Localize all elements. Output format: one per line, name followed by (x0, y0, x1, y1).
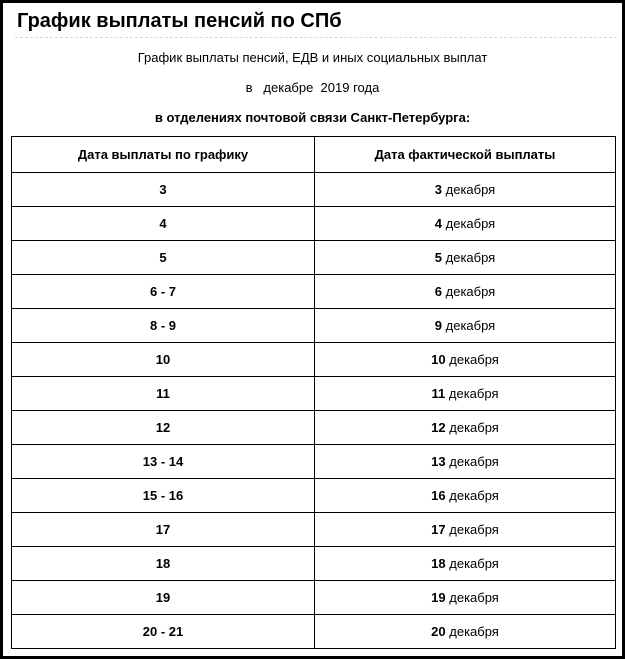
actual-day: 17 (431, 521, 446, 537)
actual-day: 18 (431, 555, 446, 571)
actual-month: декабря (449, 521, 499, 537)
scheduled-date-cell: 12 (12, 411, 315, 445)
table-row (12, 207, 616, 241)
actual-day: 4 (434, 215, 442, 231)
actual-month: декабря (449, 351, 499, 367)
actual-date-cell (315, 445, 616, 479)
table-row (12, 513, 616, 547)
table-row (12, 411, 616, 445)
actual-day: 9 (434, 317, 442, 333)
actual-day: 16 (431, 487, 446, 503)
schedule-period: в декабре 2019 года (245, 80, 380, 95)
actual-month: декабря (449, 453, 499, 469)
actual-day: 12 (431, 419, 446, 435)
scheduled-date-cell: 8 - 9 (12, 309, 315, 343)
actual-day: 19 (431, 589, 446, 605)
actual-day: 5 (434, 249, 442, 265)
scheduled-date-cell: 19 (12, 581, 315, 615)
actual-date-cell (315, 241, 616, 275)
column-header-scheduled-date: Дата выплаты по графику (12, 137, 315, 173)
actual-date-cell (315, 615, 616, 649)
actual-month: декабря (445, 215, 496, 231)
actual-month: декабря (449, 589, 499, 605)
scheduled-date-cell: 10 (12, 343, 315, 377)
actual-month: декабря (449, 419, 499, 435)
payment-schedule-table (11, 136, 616, 649)
actual-date-cell (315, 173, 616, 207)
actual-day: 13 (431, 453, 446, 469)
scheduled-date-cell: 15 - 16 (12, 479, 315, 513)
actual-month: декабря (448, 385, 499, 401)
title-divider (15, 37, 617, 38)
scheduled-date-cell: 3 (12, 173, 315, 207)
actual-date-cell (315, 309, 616, 343)
table-row (12, 581, 616, 615)
page-title: График выплаты пенсий по СПб (17, 10, 342, 32)
scheduled-date-cell: 11 (12, 377, 315, 411)
table-header-row (12, 137, 616, 173)
actual-date-cell (315, 479, 616, 513)
actual-date-cell (315, 377, 616, 411)
table-body (12, 173, 616, 649)
actual-date-cell (315, 207, 616, 241)
actual-date-cell (315, 513, 616, 547)
scheduled-date-cell: 18 (12, 547, 315, 581)
actual-day: 20 (431, 623, 446, 639)
actual-day: 11 (431, 385, 446, 401)
schedule-location: в отделениях почтовой связи Санкт-Петербурга: (154, 110, 471, 125)
table-row (12, 479, 616, 513)
scheduled-date-cell: 20 - 21 (12, 615, 315, 649)
table-row (12, 309, 616, 343)
actual-month: декабря (445, 317, 496, 333)
actual-day: 10 (431, 351, 446, 367)
actual-date-cell (315, 343, 616, 377)
actual-day: 6 (434, 283, 442, 299)
actual-date-cell (315, 411, 616, 445)
actual-month: декабря (445, 249, 496, 265)
scheduled-date-cell: 5 (12, 241, 315, 275)
scheduled-date-cell: 13 - 14 (12, 445, 315, 479)
scheduled-date-cell: 6 - 7 (12, 275, 315, 309)
actual-date-cell (315, 581, 616, 615)
table-row (12, 173, 616, 207)
actual-date-cell (315, 275, 616, 309)
table-row (12, 445, 616, 479)
actual-date-cell (315, 547, 616, 581)
table-row (12, 377, 616, 411)
scheduled-date-cell: 4 (12, 207, 315, 241)
column-header-actual-date: Дата фактической выплаты (315, 137, 616, 173)
actual-month: декабря (449, 487, 499, 503)
actual-month: декабря (449, 623, 499, 639)
actual-month: декабря (449, 555, 499, 571)
actual-month: декабря (445, 283, 496, 299)
actual-day: 3 (434, 181, 442, 197)
scheduled-date-cell: 17 (12, 513, 315, 547)
actual-month: декабря (445, 181, 496, 197)
table-row (12, 241, 616, 275)
table-row (12, 547, 616, 581)
table-row (12, 615, 616, 649)
schedule-subtitle: График выплаты пенсий, ЕДВ и иных социальных выплат (137, 50, 488, 65)
table-row (12, 343, 616, 377)
table-row (12, 275, 616, 309)
